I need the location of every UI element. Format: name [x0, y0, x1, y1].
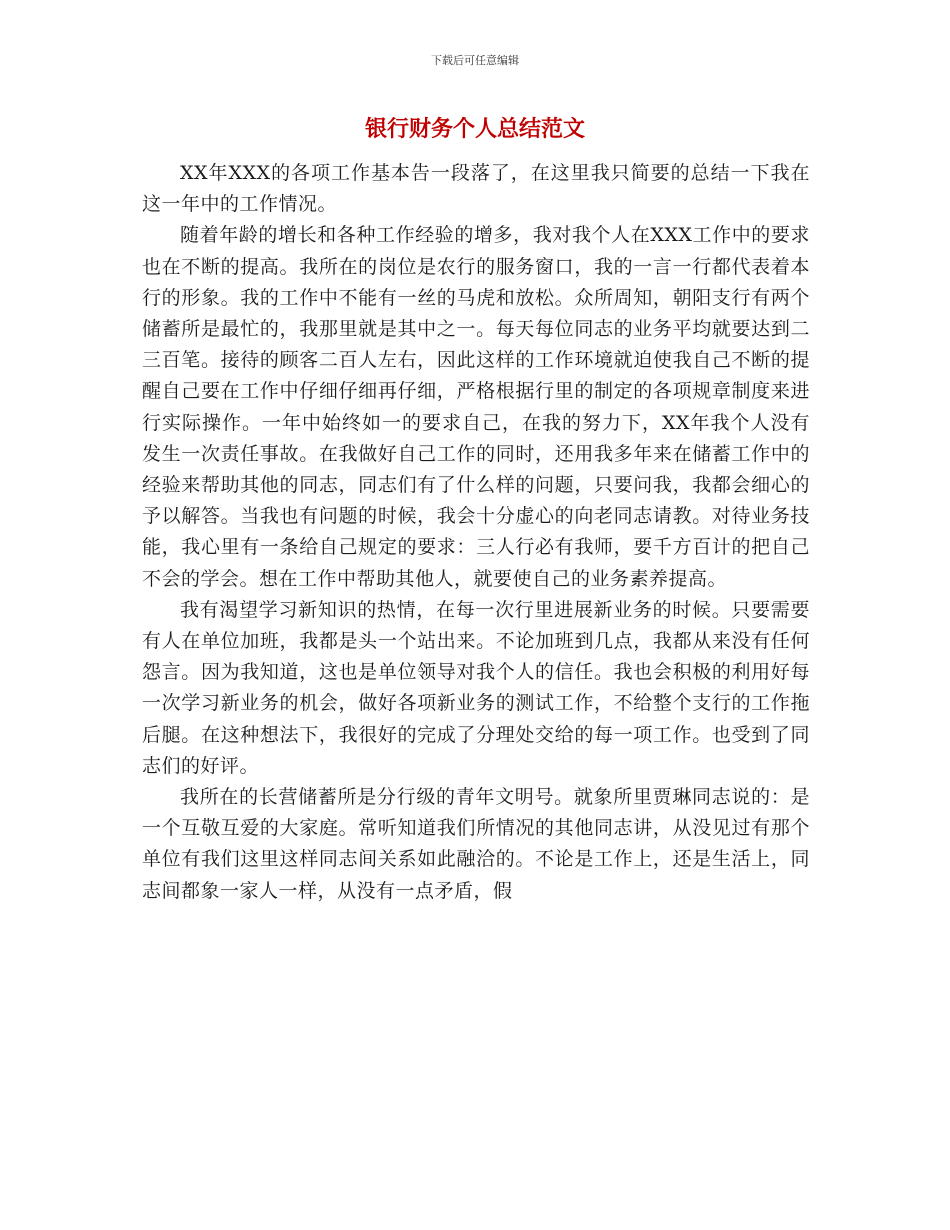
page-header: 下载后可任意编辑 — [431, 54, 519, 67]
document-title: 银行财务个人总结范文 — [364, 117, 585, 142]
paragraph-learning: 我有渴望学习新知识的热情，在每一次行里进展新业务的时候。只要需要有人在单位加班，我都是头一个站出来。不论加班到几点，我都从来没有任何怨言。因为我知道，这也是单位领导对我个人的信任。我也会积极的利用好每一次学习新业务的机会，做好各项新业务的测试工作，不给整个支行的工作拖后腿。在这种想法下，我很好的完成了分理处交给的每一项工作。也受到了同志们的好评。 — [142, 598, 810, 777]
paragraph-team: 我所在的长营储蓄所是分行级的青年文明号。就象所里贾琳同志说的：是一个互敬互爱的大家庭。常听知道我们所情况的其他同志讲，从没见过有那个单位有我们这里这样同志间关系如此融洽的。不论是工作上，还是生活上，同志间都象一家人一样，从没有一点矛盾，假 — [142, 786, 810, 902]
document-body — [142, 158, 810, 907]
paragraph-work-requirements: 随着年龄的增长和各种工作经验的增多，我对我个人在XXX工作中的要求也在不断的提高。我所在的岗位是农行的服务窗口，我的一言一行都代表着本行的形象。我的工作中不能有一丝的马虎和放松。众所周知，朝阳支行有两个储蓄所是最忙的，我那里就是其中之一。每天每位同志的业务平均就要达到二三百笔。接待的顾客二百人左右，因此这样的工作环境就迫使我自己不断的提醒自己要在工作中仔细仔细再仔细，严格根据行里的制定的各项规章制度来进行实际操作。一年中始终如一的要求自己，在我的努力下，XX年我个人没有发生一次责任事故。在我做好自己工作的同时，还用我多年来在储蓄工作中的经验来帮助其他的同志，同志们有了什么样的问题，只要问我，我都会细心的予以解答。当我也有问题的时候，我会十分虚心的向老同志请教。对待业务技能，我心里有一条给自己规定的要求：三人行必有我师，要千方百计的把自己不会的学会。想在工作中帮助其他人，就要使自己的业务素养提高。 — [142, 224, 810, 590]
paragraph-intro: XX年XXX的各项工作基本告一段落了，在这里我只简要的总结一下我在这一年中的工作情况。 — [142, 162, 810, 216]
